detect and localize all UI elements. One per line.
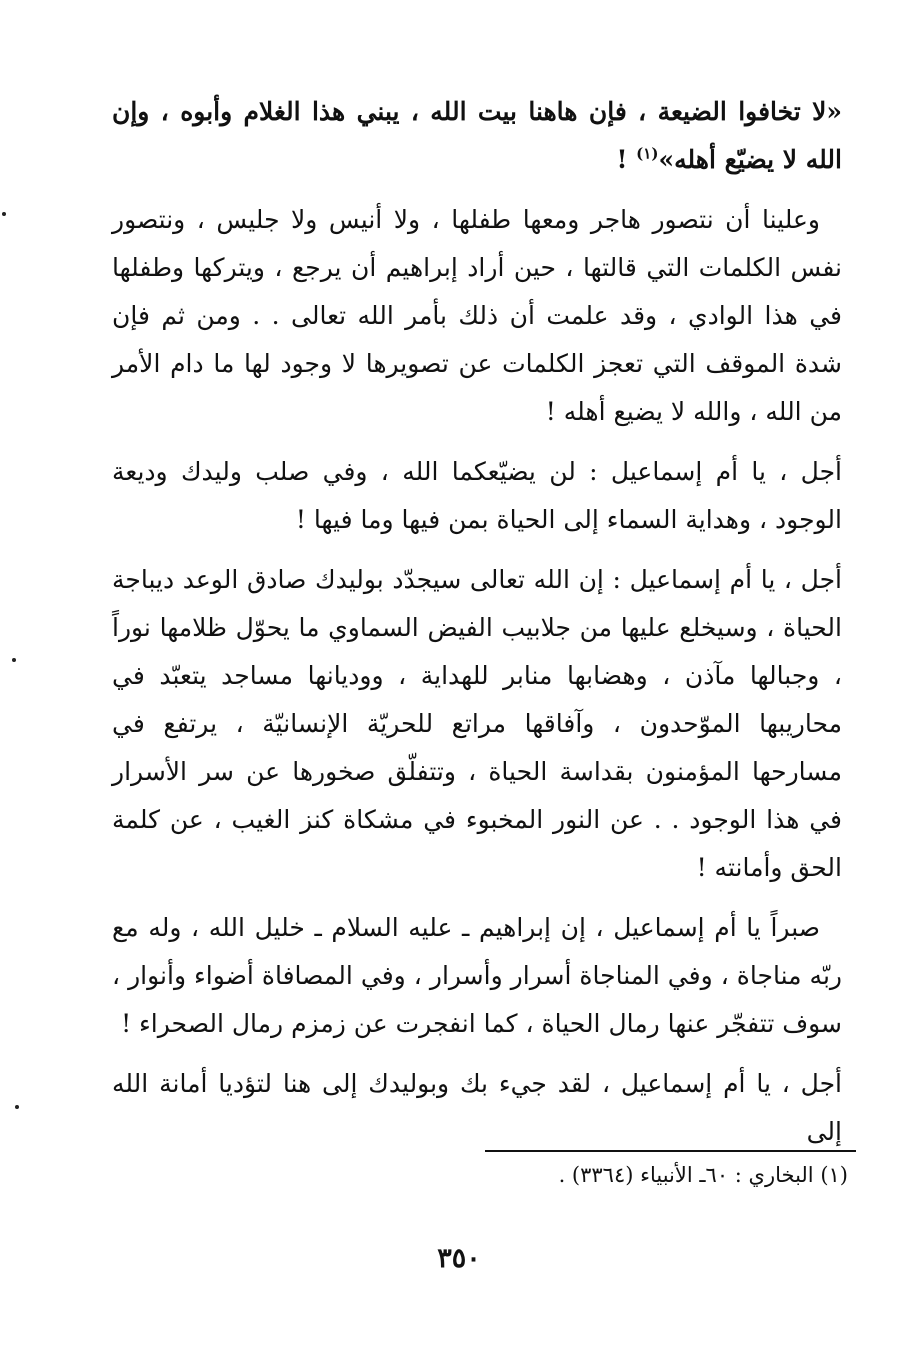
margin-dot-3 [15,1105,19,1109]
page-number: ٣٥٠ [437,1243,481,1274]
quote-text: «لا تخافوا الضيعة ، فإن هاهنا بيت الله ، يبني هذا الغلام وأبوه ، وإن الله لا يضيّع أهله» [112,97,842,174]
footnote-divider [485,1150,856,1152]
margin-dot-1 [2,212,6,216]
footnote: (١) البخاري : ٦٠ـ الأنبياء (٣٣٦٤) . [558,1163,848,1187]
page-body [112,88,842,1268]
paragraph-2: أجل ، يا أم إسماعيل : لن يضيّعكما الله ، وفي صلب وليدك وديعة الوجود ، وهداية السماء إلى الحياة بمن فيها وما فيها ! [112,457,842,534]
footnote-reference: (١) [636,144,659,163]
paragraph-5: أجل ، يا أم إسماعيل ، لقد جيء بك وبوليدك إلى هنا لتؤديا أمانة الله إلى [112,1069,842,1146]
paragraph-3: أجل ، يا أم إسماعيل : إن الله تعالى سيجدّد بوليدك صادق الوعد ديباجة الحياة ، وسيخلع عليها من جلابيب الفيض السماوي ما يحوّل ظلامها نوراً ، وجبالها مآذن ، وهضابها منابر للهداية ، ووديانها مساجد يتعبّد في محاريبها الموّحدون ، وآفاقها مراتع للحريّة الإنسانيّة ، يرتفع في مسارحها المؤمنون بقداسة الحياة ، وتتفلّق صخورها عن سر الأسرار في هذا الوجود . . عن النور المخبوء في مشكاة كنز الغيب ، عن كلمة الحق وأمانته ! [112,565,842,882]
paragraph-1: وعلينا أن نتصور هاجر ومعها طفلها ، ولا أنيس ولا جليس ، ونتصور نفس الكلمات التي قالتها ، حين أراد إبراهيم أن يرجع ، ويتركها وطفلها في هذا الوادي ، وقد علمت أن ذلك بأمر الله تعالى . . ومن ثم فإن شدة الموقف التي تعجز الكلمات عن تصويرها لا وجود لها ما دام الأمر من الله ، والله لا يضيع أهله ! [112,205,842,426]
quote-ending: ! [616,145,637,174]
paragraph-4: صبراً يا أم إسماعيل ، إن إبراهيم ـ عليه السلام ـ خليل الله ، وله مع ربّه مناجاة ، وفي المناجاة أسرار وأسرار ، وفي المصافاة أضواء وأنوار ، سوف تتفجّر عنها رمال الحياة ، كما انفجرت عن زمزم رمال الصحراء ! [112,913,842,1038]
hadith-quote [112,88,842,184]
margin-dot-2 [12,658,16,662]
